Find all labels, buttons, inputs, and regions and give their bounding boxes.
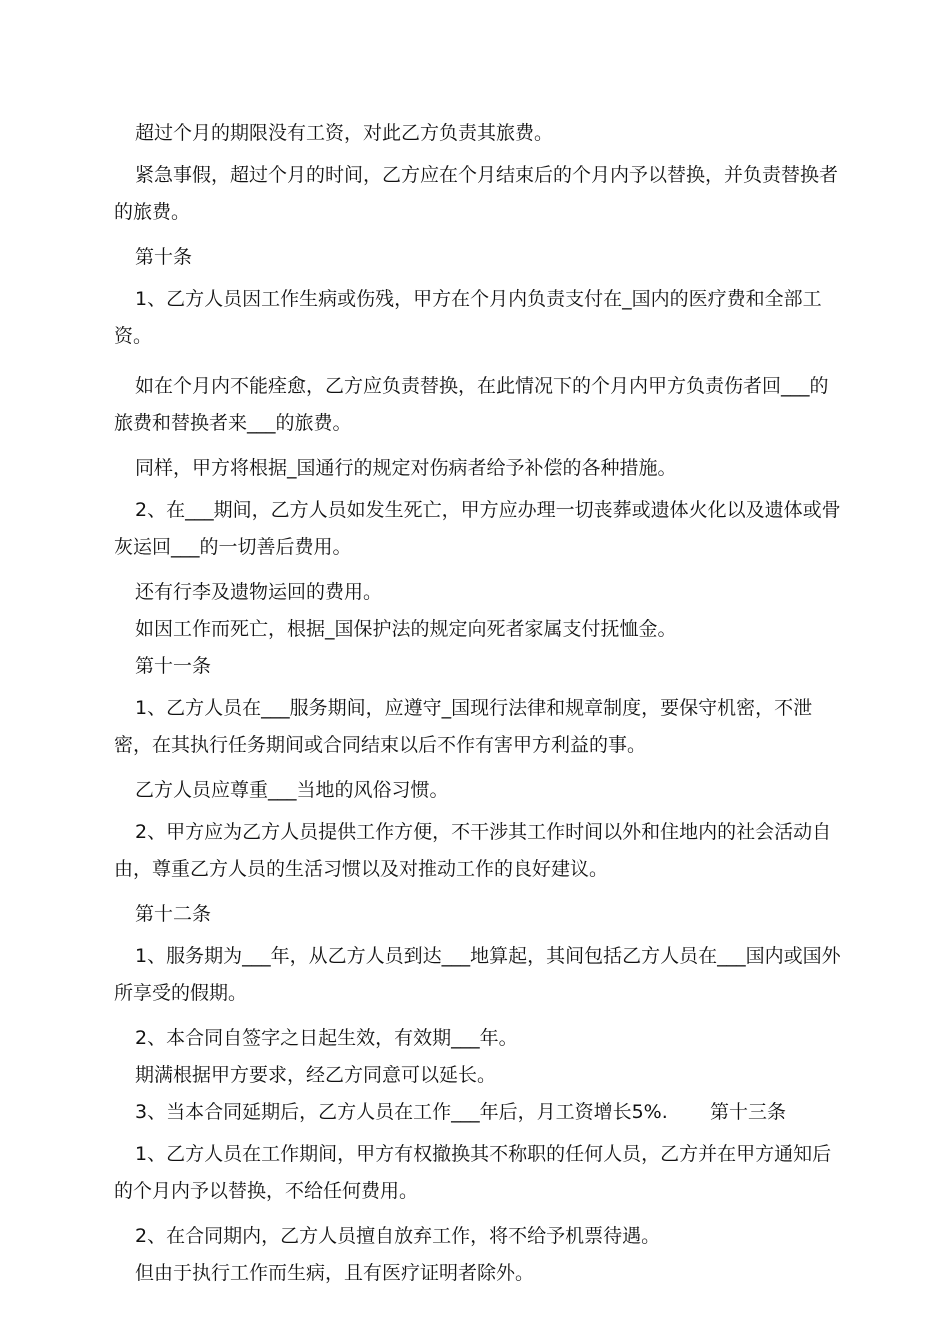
paragraph: 1、服务期为___年，从乙方人员到达___地算起，其间包括乙方人员在___国内或国外所享受的假期。 [114,945,841,1004]
paragraph: 紧急事假，超过个月的时间，乙方应在个月结束后的个月内予以替换，并负责替换者的旅费。 [114,164,839,223]
paragraph: 同样，甲方将根据_国通行的规定对伤病者给予补偿的各种措施。 [135,457,677,479]
paragraph: 期满根据甲方要求，经乙方同意可以延长。 [135,1064,497,1086]
paragraph: 还有行李及遗物运回的费用。 [135,581,383,603]
article-heading: 第十二条 [135,903,212,925]
paragraph: 1、乙方人员在___服务期间，应遵守_国现行法律和规章制度，要保守机密，不泄密，在其执行任务期间或合同结束以后不作有害甲方利益的事。 [114,697,813,756]
article-heading: 第十一条 [135,655,212,677]
paragraph: 2、在___期间，乙方人员如发生死亡，甲方应办理一切丧葬或遗体火化以及遗体或骨灰运回___的一切善后费用。 [114,499,841,558]
paragraph: 1、乙方人员因工作生病或伤残，甲方在个月内负责支付在_国内的医疗费和全部工资。 [114,288,822,347]
document-body [114,120,844,1297]
paragraph: 乙方人员应尊重___当地的风俗习惯。 [135,779,449,801]
paragraph: 但由于执行工作而生病，且有医疗证明者除外。 [135,1262,535,1284]
paragraph: 2、本合同自签字之日起生效，有效期___年。 [135,1027,518,1049]
article-heading: 第十条 [135,246,193,268]
paragraph: 1、乙方人员在工作期间，甲方有权撤换其不称职的任何人员，乙方并在甲方通知后的个月内予以替换，不给任何费用。 [114,1143,832,1202]
paragraph: 如在个月内不能痊愈，乙方应负责替换，在此情况下的个月内甲方负责伤者回___的旅费和替换者来___的旅费。 [114,375,829,434]
paragraph: 2、甲方应为乙方人员提供工作方便，不干涉其工作时间以外和住地内的社会活动自由，尊重乙方人员的生活习惯以及对推动工作的良好建议。 [114,821,832,880]
paragraph: 如因工作而死亡，根据_国保护法的规定向死者家属支付抚恤金。 [135,618,677,640]
paragraph: 超过个月的期限没有工资，对此乙方负责其旅费。 [135,122,554,144]
paragraph: 2、在合同期内，乙方人员擅自放弃工作，将不给予机票待遇。 [135,1225,661,1247]
paragraph: 3、当本合同延期后，乙方人员在工作___年后，月工资增长5%. 第十三条 [135,1101,787,1123]
